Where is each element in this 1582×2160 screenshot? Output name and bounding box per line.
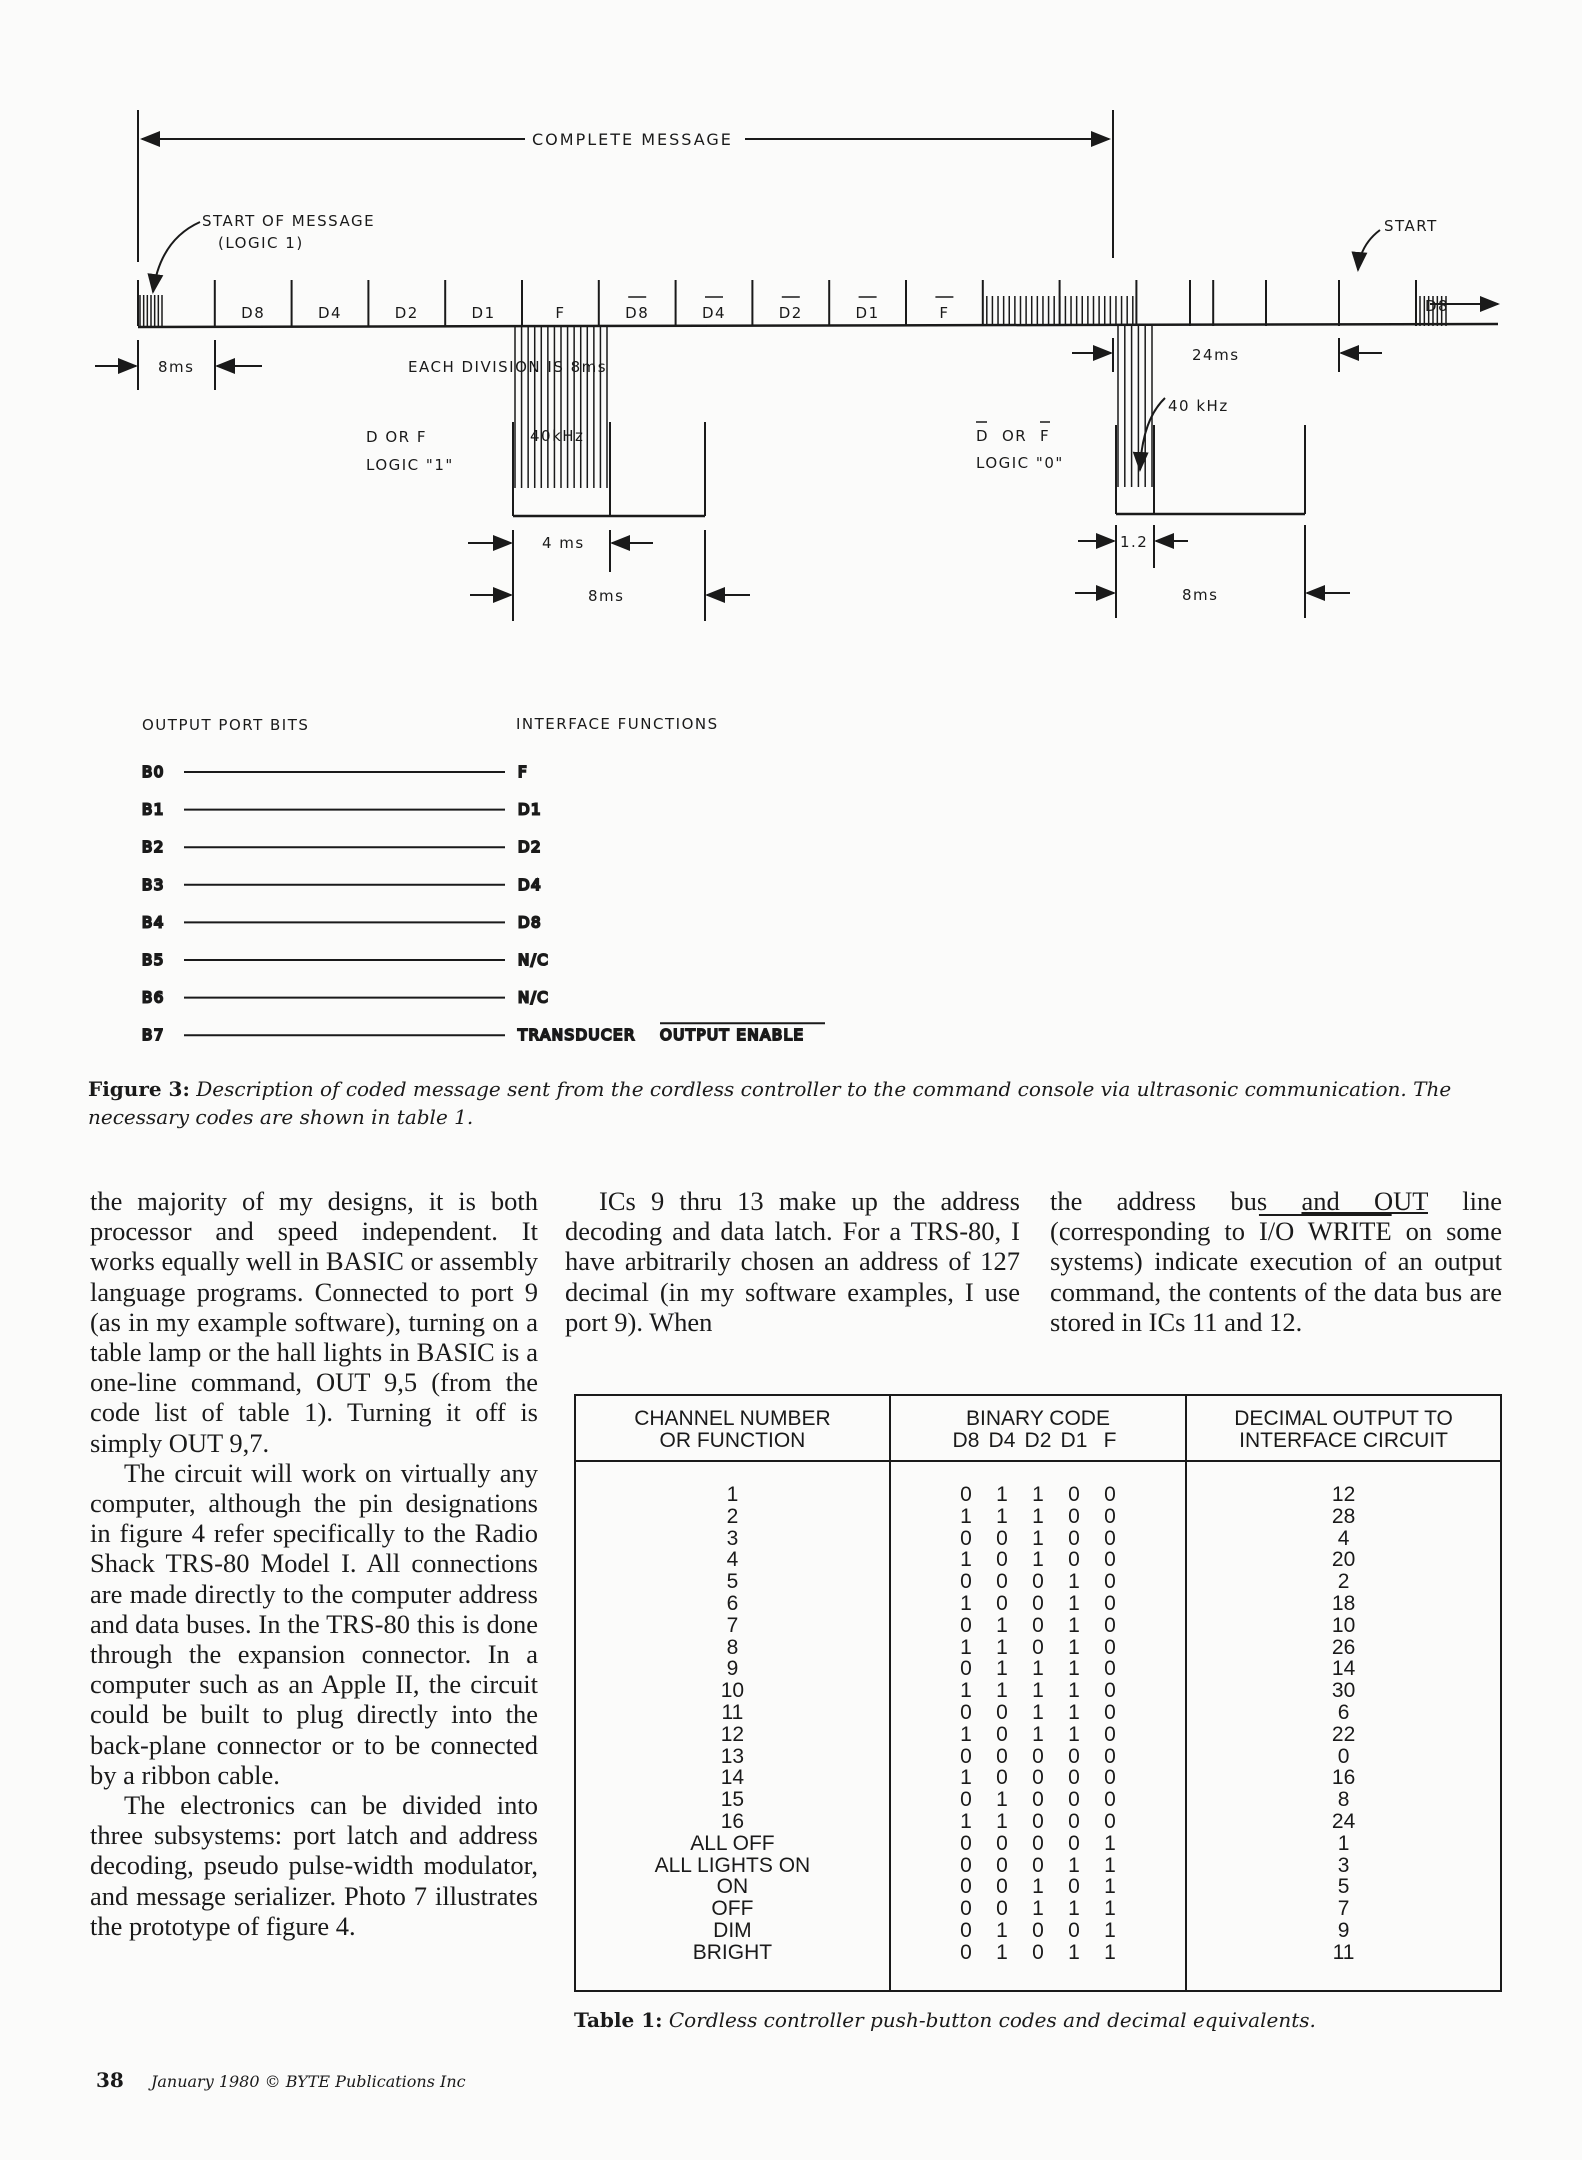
bit-value: 0	[996, 1526, 1008, 1550]
bit-value: 0	[996, 1722, 1008, 1746]
segment-label: D8	[241, 304, 266, 322]
bit-value: 1	[1068, 1679, 1080, 1703]
segment-label: D2	[778, 304, 803, 322]
channel-cell: ALL OFF	[690, 1831, 775, 1855]
table-1	[574, 1394, 1502, 1992]
interface-function-label: D4	[518, 875, 543, 894]
bit-value: 1	[960, 1504, 972, 1528]
interface-function-label: D1	[518, 800, 543, 819]
dim-8ms-label: 8ms	[158, 358, 195, 376]
table-row	[575, 1746, 1501, 1768]
decimal-cell: 8	[1186, 1789, 1501, 1811]
bit-value: 1	[1068, 1591, 1080, 1615]
bit-value: 0	[996, 1744, 1008, 1768]
interface-function-label: TRANSDUCER	[518, 1026, 636, 1045]
channel-cell: 8	[726, 1635, 739, 1659]
bit-value: 0	[1104, 1504, 1116, 1528]
bit-value: 0	[996, 1766, 1008, 1790]
bit-value: 1	[1104, 1918, 1116, 1942]
port-bit-label: B0	[142, 763, 165, 781]
page-footer	[96, 2068, 466, 2092]
channel-cell: 13	[720, 1744, 745, 1768]
bit-value: 1	[996, 1788, 1008, 1812]
channel-cell: DIM	[713, 1918, 752, 1942]
channel-cell: 7	[726, 1613, 739, 1637]
bit-value: 1	[1068, 1853, 1080, 1877]
bit-value: 1	[1068, 1613, 1080, 1637]
bit-value: 1	[960, 1809, 972, 1833]
start-pointer	[1358, 230, 1380, 270]
bit-value: 0	[960, 1940, 972, 1964]
bit-value: 1	[996, 1940, 1008, 1964]
table-row	[575, 1702, 1501, 1724]
table-row	[575, 1767, 1501, 1789]
logic0-subtitle: LOGIC "0"	[976, 454, 1064, 472]
decimal-cell: 14	[1186, 1658, 1501, 1680]
bit-value: 1	[996, 1483, 1008, 1506]
header-binary	[890, 1395, 1186, 1461]
bit-value: 0	[1104, 1679, 1116, 1703]
table-caption-label: Table 1:	[574, 2008, 663, 2032]
segment-label: D4	[317, 304, 343, 322]
decimal-cell: 7	[1186, 1898, 1501, 1920]
channel-cell: 12	[720, 1722, 745, 1746]
header-decimal-line1: DECIMAL OUTPUT TO	[1234, 1407, 1453, 1430]
bit-value: 1	[1104, 1853, 1116, 1877]
bit-header: F	[1103, 1429, 1117, 1452]
channel-cell: 4	[726, 1548, 739, 1572]
bit-value: 0	[1068, 1831, 1080, 1855]
header-channel	[575, 1395, 890, 1461]
bit-value: 1	[996, 1918, 1008, 1942]
bit-value: 0	[996, 1875, 1008, 1899]
decimal-cell: 28	[1186, 1506, 1501, 1528]
header-binary-bits	[895, 1430, 1181, 1452]
bit-value: 1	[1068, 1700, 1080, 1724]
start-of-message-label: START OF MESSAGE	[202, 212, 376, 230]
segment-label: D4	[701, 304, 727, 322]
column-1	[90, 1186, 538, 1941]
decimal-cell: 24	[1186, 1811, 1501, 1833]
page-number: 38	[96, 2068, 124, 2092]
segment-label: F	[555, 304, 566, 322]
bit-value: 0	[960, 1897, 972, 1921]
logic0-pulse-width: 1.2	[1120, 533, 1149, 551]
bit-value: 0	[1068, 1809, 1080, 1833]
bit-value: 1	[996, 1613, 1008, 1637]
bit-value: 1	[1032, 1722, 1044, 1746]
bit-value: 0	[1032, 1809, 1044, 1833]
binary-cell	[890, 1876, 1186, 1898]
segment-label: F	[939, 304, 950, 322]
bit-value: 0	[960, 1918, 972, 1942]
bit-value: 0	[960, 1570, 972, 1594]
decimal-cell: 9	[1186, 1920, 1501, 1942]
header-binary-line1: BINARY CODE	[966, 1407, 1110, 1430]
segment-label: D2	[394, 304, 419, 322]
bit-value: 0	[1104, 1722, 1116, 1746]
bit-value: 1	[1032, 1526, 1044, 1550]
bit-value: 0	[1032, 1635, 1044, 1659]
table-row	[575, 1461, 1501, 1506]
col3-underlined: and OUT	[1301, 1186, 1428, 1216]
col3-text-c: on some systems) indicate execution of an output command, the contents of the data bus are stored in ICs 11 and 12.	[1050, 1216, 1503, 1337]
decimal-cell: 18	[1186, 1593, 1501, 1615]
logic1-title: D OR F	[366, 428, 427, 446]
binary-cell	[890, 1571, 1186, 1593]
logic0-freq: 40 kHz	[1168, 397, 1229, 415]
col1-paragraph-1: the majority of my designs, it is both processor and speed independent. It works equally well in BASIC or assembly language programs. Connected to port 9 (as in my example software), turning on a table lamp or the hall lights in BASIC is a one-line command, OUT 9,5 (from the code list of table 1). Turning it off is simply OUT 9,7.	[90, 1186, 538, 1458]
timing-diagram	[0, 0, 1582, 1060]
bit-value: 0	[1068, 1918, 1080, 1942]
bit-value: 0	[996, 1591, 1008, 1615]
bit-value: 0	[1104, 1744, 1116, 1768]
port-bit-label: B7	[142, 1026, 165, 1045]
table-row	[575, 1571, 1501, 1593]
interface-function-label: D2	[518, 838, 543, 857]
bit-value: 0	[1104, 1766, 1116, 1790]
binary-cell	[890, 1833, 1186, 1855]
bit-value: 0	[996, 1831, 1008, 1855]
col1-paragraph-2: The circuit will work on virtually any computer, although the pin designations in figure 4 refer specifically to the Radio Shack TRS-80 Model I. All connections are made directly to the computer address and data buses. In the TRS-80 this is done through the expansion connector. In a computer such as an Apple II, the circuit could be built to plug directly into the back-plane connector or to be connected by a ribbon cable.	[90, 1457, 538, 1790]
bit-value: 0	[1068, 1875, 1080, 1899]
bit-value: 1	[1032, 1897, 1044, 1921]
header-channel-line2: OR FUNCTION	[659, 1429, 806, 1452]
bit-value: 0	[1104, 1613, 1116, 1637]
bit-value: 1	[996, 1809, 1008, 1833]
decimal-cell: 2	[1186, 1571, 1501, 1593]
binary-cell	[890, 1920, 1186, 1942]
bit-value: 1	[1068, 1940, 1080, 1964]
bit-value: 0	[1068, 1548, 1080, 1572]
table-row	[575, 1942, 1501, 1991]
bit-value: 0	[1104, 1483, 1116, 1506]
trailing-d8-label: D8	[1425, 297, 1450, 315]
bit-value: 0	[1032, 1591, 1044, 1615]
bit-value: 0	[1104, 1570, 1116, 1594]
bit-value: 0	[1032, 1613, 1044, 1637]
interface-function-label: F	[518, 763, 529, 781]
binary-cell	[890, 1811, 1186, 1833]
table-row	[575, 1680, 1501, 1702]
segment-label: D1	[855, 304, 880, 322]
bit-value: 0	[960, 1853, 972, 1877]
bit-value: 0	[960, 1875, 972, 1899]
table-row	[575, 1876, 1501, 1898]
bit-value: 1	[1032, 1504, 1044, 1528]
bit-value: 1	[1032, 1548, 1044, 1572]
bit-value: 1	[960, 1722, 972, 1746]
bit-value: 1	[1104, 1897, 1116, 1921]
table-row	[575, 1811, 1501, 1833]
channel-cell: ALL LIGHTS ON	[654, 1853, 811, 1877]
bit-value: 0	[1068, 1483, 1080, 1506]
channel-cell: 9	[726, 1657, 739, 1681]
bit-value: 0	[960, 1657, 972, 1681]
bit-value: 1	[1104, 1940, 1116, 1964]
output-enable-label: OUTPUT ENABLE	[660, 1026, 805, 1045]
channel-cell: OFF	[711, 1897, 754, 1921]
binary-cell	[890, 1724, 1186, 1746]
port-bit-label: B6	[142, 988, 165, 1007]
bit-value: 1	[1032, 1657, 1044, 1681]
start-of-message-pointer	[153, 222, 200, 292]
table-row	[575, 1920, 1501, 1942]
col3-text-a: the address bus	[1050, 1186, 1302, 1216]
binary-cell	[890, 1615, 1186, 1637]
bit-value: 1	[1068, 1635, 1080, 1659]
binary-cell	[890, 1898, 1186, 1920]
logic1-pulse-width: 4 ms	[542, 534, 585, 552]
logic0-title-f: F	[1040, 427, 1051, 445]
logic0-title-or: OR	[1002, 427, 1028, 445]
table-row	[575, 1833, 1501, 1855]
bit-value: 0	[1032, 1853, 1044, 1877]
logic0-period: 8ms	[1182, 586, 1219, 604]
figure-3	[0, 0, 1582, 1060]
col1-paragraph-3: The electronics can be divided into three subsystems: port latch and address decoding, pseudo pulse-width modulator, and message serializer. Photo 7 illustrates the prototype of figure 4.	[90, 1790, 538, 1941]
table-row	[575, 1506, 1501, 1528]
bit-value: 1	[1032, 1483, 1044, 1506]
table-row	[575, 1898, 1501, 1920]
column-3	[1050, 1186, 1502, 1337]
figure-caption	[88, 1075, 1508, 1131]
bit-value: 1	[996, 1657, 1008, 1681]
bit-value: 1	[1104, 1875, 1116, 1899]
logic1-subtitle: LOGIC "1"	[366, 456, 454, 474]
port-bits-header: OUTPUT PORT BITS	[142, 716, 310, 734]
bit-value: 1	[1068, 1722, 1080, 1746]
bit-value: 0	[996, 1700, 1008, 1724]
binary-cell	[890, 1461, 1186, 1506]
bit-value: 0	[996, 1853, 1008, 1877]
bit-value: 0	[960, 1526, 972, 1550]
bit-value: 1	[1068, 1897, 1080, 1921]
binary-cell	[890, 1528, 1186, 1550]
bit-value: 1	[960, 1548, 972, 1572]
bit-value: 0	[1068, 1504, 1080, 1528]
bit-value: 1	[960, 1766, 972, 1790]
bit-value: 0	[960, 1483, 972, 1506]
each-division-label: EACH DIVISION IS 8ms	[408, 358, 608, 376]
channel-cell: 6	[726, 1591, 739, 1615]
col3-overlined: I/O WRITE	[1258, 1216, 1392, 1247]
bit-value: 1	[1032, 1679, 1044, 1703]
bit-value: 1	[996, 1679, 1008, 1703]
table-row	[575, 1528, 1501, 1550]
start-label: START	[1384, 217, 1438, 235]
table-row	[575, 1658, 1501, 1680]
logic1-freq: 40kHz	[530, 427, 585, 445]
table-caption	[574, 2006, 1514, 2034]
channel-cell: BRIGHT	[692, 1940, 773, 1964]
bit-value: 1	[996, 1504, 1008, 1528]
bit-value: 0	[1032, 1766, 1044, 1790]
bit-value: 1	[1068, 1657, 1080, 1681]
bit-value: 0	[1032, 1570, 1044, 1594]
bit-value: 0	[1032, 1831, 1044, 1855]
bit-value: 0	[1104, 1548, 1116, 1572]
start-logic-label: (LOGIC 1)	[218, 234, 304, 252]
logic0-title-d: D	[976, 427, 990, 445]
port-bit-label: B3	[142, 875, 165, 894]
bit-value: 0	[1104, 1788, 1116, 1812]
binary-cell	[890, 1680, 1186, 1702]
bit-value: 0	[1104, 1635, 1116, 1659]
port-bit-label: B4	[142, 913, 165, 932]
bit-header: D4	[988, 1429, 1016, 1452]
bit-value: 0	[1032, 1744, 1044, 1768]
column-2	[565, 1186, 1020, 1337]
port-bit-label: B5	[142, 951, 165, 969]
channel-cell: 14	[720, 1766, 745, 1790]
bit-value: 1	[1068, 1570, 1080, 1594]
bit-value: 0	[1104, 1809, 1116, 1833]
bit-value: 0	[960, 1613, 972, 1637]
channel-cell: 16	[720, 1809, 745, 1833]
decimal-cell: 5	[1186, 1876, 1501, 1898]
publication-info: January 1980 © BYTE Publications Inc	[150, 2072, 466, 2091]
binary-cell	[890, 1767, 1186, 1789]
header-channel-line1: CHANNEL NUMBER	[634, 1407, 831, 1430]
table-row	[575, 1789, 1501, 1811]
decimal-cell: 16	[1186, 1767, 1501, 1789]
bit-value: 1	[1032, 1875, 1044, 1899]
decimal-cell: 1	[1186, 1833, 1501, 1855]
signal-baseline	[138, 324, 1498, 327]
binary-cell	[890, 1942, 1186, 1991]
bit-value: 0	[996, 1570, 1008, 1594]
functions-header: INTERFACE FUNCTIONS	[516, 715, 719, 733]
decimal-cell: 4	[1186, 1528, 1501, 1550]
bit-value: 0	[960, 1700, 972, 1724]
bit-value: 1	[996, 1635, 1008, 1659]
bit-value: 1	[960, 1679, 972, 1703]
channel-cell: 2	[726, 1504, 739, 1528]
dim-24ms-label: 24ms	[1192, 346, 1240, 364]
col3-text-b: line (corresponding to	[1050, 1186, 1502, 1247]
channel-cell: 11	[721, 1700, 744, 1724]
bit-header: D2	[1024, 1429, 1052, 1452]
bit-value: 0	[1068, 1744, 1080, 1768]
table-row	[575, 1615, 1501, 1637]
decimal-cell: 20	[1186, 1549, 1501, 1571]
port-bit-label: B1	[142, 800, 165, 819]
bit-value: 0	[1068, 1526, 1080, 1550]
channel-cell: 15	[720, 1788, 745, 1812]
channel-cell: 10	[720, 1679, 745, 1703]
table-caption-text: Cordless controller push-button codes and decimal equivalents.	[668, 2008, 1316, 2032]
bit-value: 0	[960, 1744, 972, 1768]
decimal-cell: 11	[1186, 1942, 1501, 1991]
bit-value: 0	[996, 1548, 1008, 1572]
col2-paragraph-1: ICs 9 thru 13 make up the address decoding and data latch. For a TRS-80, I have arbitrarily chosen an address of 127 decimal (in my software examples, I use port 9). When	[565, 1186, 1020, 1337]
table-row	[575, 1549, 1501, 1571]
bit-value: 0	[996, 1897, 1008, 1921]
bit-value: 1	[960, 1591, 972, 1615]
bit-value: 0	[1104, 1657, 1116, 1681]
bit-value: 0	[1032, 1788, 1044, 1812]
bit-value: 0	[1068, 1788, 1080, 1812]
segment-label: D8	[625, 304, 650, 322]
channel-cell: 1	[726, 1483, 739, 1506]
bit-value: 1	[1032, 1700, 1044, 1724]
decimal-cell: 10	[1186, 1615, 1501, 1637]
decimal-cell: 12	[1186, 1461, 1501, 1506]
bit-value: 0	[1104, 1591, 1116, 1615]
decimal-cell: 30	[1186, 1680, 1501, 1702]
figure-caption-text: Description of coded message sent from the cordless controller to the command console via ultrasonic communication. The necessary codes are shown in table 1.	[88, 1077, 1452, 1129]
decimal-cell: 6	[1186, 1702, 1501, 1724]
bit-value: 0	[1068, 1766, 1080, 1790]
interface-function-label: N/C	[518, 988, 550, 1007]
logic1-period: 8ms	[588, 587, 625, 605]
bit-value: 0	[1032, 1940, 1044, 1964]
header-decimal	[1186, 1395, 1501, 1461]
binary-cell	[890, 1746, 1186, 1768]
binary-cell	[890, 1855, 1186, 1877]
decimal-cell: 0	[1186, 1746, 1501, 1768]
figure-caption-label: Figure 3:	[88, 1077, 190, 1101]
bit-header: D8	[952, 1429, 980, 1452]
table-row	[575, 1855, 1501, 1877]
bit-value: 0	[1104, 1526, 1116, 1550]
binary-cell	[890, 1637, 1186, 1659]
interface-function-label: D8	[518, 913, 543, 932]
binary-cell	[890, 1593, 1186, 1615]
bit-header: D1	[1060, 1429, 1088, 1452]
interface-function-label: N/C	[518, 951, 550, 969]
decimal-cell: 26	[1186, 1637, 1501, 1659]
channel-cell: 3	[726, 1526, 739, 1550]
decimal-cell: 3	[1186, 1855, 1501, 1877]
bit-value: 1	[1104, 1831, 1116, 1855]
bit-value: 0	[1032, 1918, 1044, 1942]
table-row	[575, 1637, 1501, 1659]
segment-label: D1	[471, 304, 496, 322]
binary-cell	[890, 1658, 1186, 1680]
bit-value: 0	[960, 1831, 972, 1855]
decimal-cell: 22	[1186, 1724, 1501, 1746]
bit-value: 0	[960, 1788, 972, 1812]
bit-value: 1	[960, 1635, 972, 1659]
table-row	[575, 1724, 1501, 1746]
table-row	[575, 1593, 1501, 1615]
binary-cell	[890, 1506, 1186, 1528]
complete-message-label: COMPLETE MESSAGE	[532, 130, 733, 149]
port-bit-label: B2	[142, 838, 165, 857]
header-decimal-line2: INTERFACE CIRCUIT	[1239, 1429, 1448, 1452]
col3-paragraph-1	[1050, 1186, 1502, 1337]
binary-cell	[890, 1702, 1186, 1724]
bit-value: 0	[1104, 1700, 1116, 1724]
channel-cell: 5	[726, 1570, 739, 1594]
binary-cell	[890, 1789, 1186, 1811]
channel-cell: ON	[716, 1875, 749, 1899]
binary-cell	[890, 1549, 1186, 1571]
